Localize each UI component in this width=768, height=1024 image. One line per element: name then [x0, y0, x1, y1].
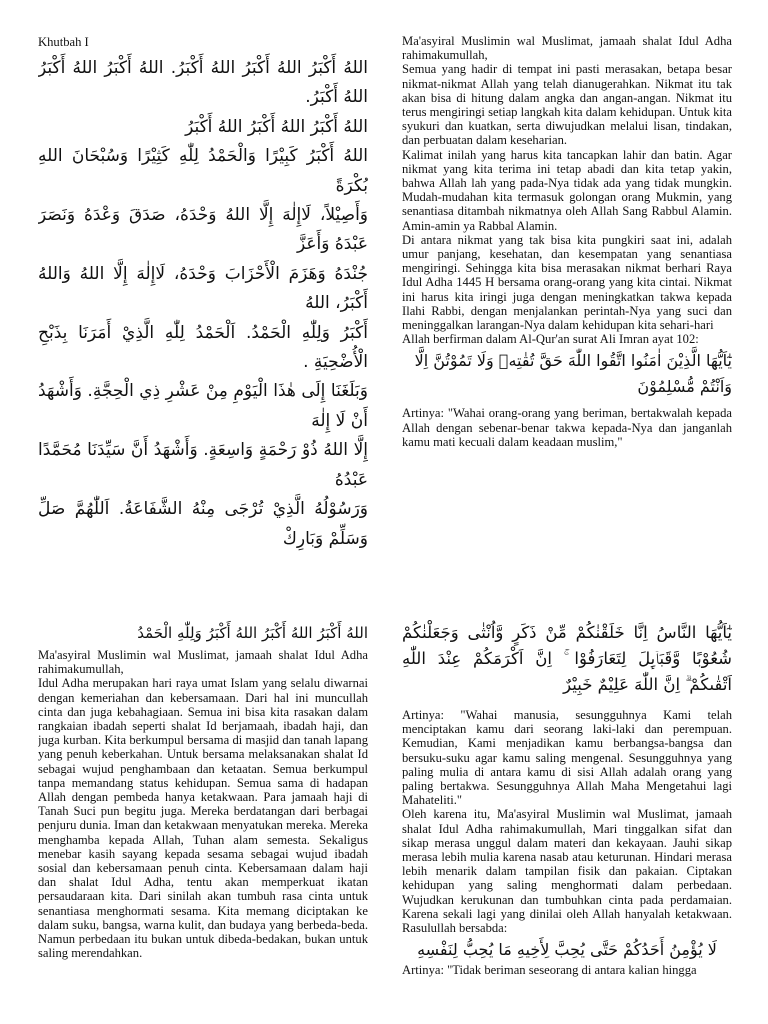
body-paragraph: Idul Adha merupakan hari raya umat Islam yang selalu diwarnai dengan kemeriahan dan kebersamaan. Dari hal ini muncullah cinta dan juga kebahagiaan. Semua ini bisa kita rasakan dalam rangkaian ibadah seperti shalat Id berjamaah, ibadah haji, dan juga kurban. Kita berkumpul bersama di masjid dan tanah lapang yang penuh keberkahan. Untuk bersama melaksanakan shalat Id sebagai wujud penghambaan dan ketaatan. Semua berkumpul tanpa memandang status kehidupan. Semua sama di hadapan Allah dengan pembeda hanya ketakwaan. Para jamaah haji di Tanah Suci pun begitu juga. Mereka berdatangan dari berbagai penjuru dunia. Iman dan ketakwaan menyatukan mereka. Mereka menghamba kepada Allah, Tuhan alam semesta. Sekaligus menebar kasih sayang kepada sesama sebagai wujud ibadah sosial dan kebersamaan penuh cinta. Kebersamaan dalam haji dan shalat Idul Adha, tentu akan memperkuat ikatan persaudaraan kita. Dari sinilah akan tumbuh rasa cinta untuk senantiasa menghormati sesama. Kita memang diciptakan ke dalam suku, bangsa, warna kulit, dan budaya yang berbeda-beda. Namun perbedaan itu bukan untuk dibeda-bedakan, bukan untuk saling merendahkan. — [38, 676, 368, 961]
body-paragraph: Oleh karena itu, Ma'asyiral Muslimin wal Muslimat, jamaah shalat Idul Adha rahimakumullah, Mari tinggalkan sifat dan sikap merasa unggul dalam materi dan kekayaan. Jauhi sikap merasa lebih mulia karena nasab atau keturunan. Hindari merasa lebih menarik dalam tampilan fisik dan pakaian. Ciptakan kehidupan yang saling menghormati dalam perbedaan. Wujudkan kerukunan dan tumbuhkan cinta pada perdamaian. Karena sekali lagi yang dinilai oleh Allah hanyalah ketakwaan. Rasulullah bersabda: — [402, 807, 732, 936]
verse-intro: Allah berfirman dalam Al-Qur'an surat Ali Imran ayat 102: — [402, 332, 699, 347]
column-top-left — [38, 34, 368, 554]
arabic-line: اللهُ أَكْبَرُ اللهُ أَكْبَرُ اللهُ أَكْبَرُ — [185, 116, 368, 137]
column-bottom-left — [38, 620, 368, 1024]
takbir-text: اللهُ أَكْبَرُ اللهُ أَكْبَرُ اللهُ أَكْبَرُ وَلِلّٰهِ الْحَمْدُ — [137, 624, 368, 642]
arabic-line: وَرَسُوْلُهُ الَّذِيْ تُرْجَى مِنْهُ الشَّفَاعَةُ. اَللّٰهُمَّ صَلِّ وَسَلِّمْ وَبَارِكْ — [38, 499, 368, 549]
khutbah-heading: Khutbah I — [38, 35, 89, 49]
arabic-line: اللهُ أَكْبَرُ اللهُ أَكْبَرُ اللهُ أَكْبَرُ. اللهُ أَكْبَرُ اللهُ أَكْبَرُ اللهُ أَكْبَرُ. — [38, 58, 368, 108]
body-paragraph: Kalimat inilah yang harus kita tancapkan lahir dan batin. Agar nikmat yang kita terima ini tetap abadi dan kita tetap yakin, bahwa Allah lah yang pada-Nya tidak ada yang tidak mungkin. Mudah-mudahan kita termasuk golongan orang Mukmin, yang senantiasa ditambah nikmatnya oleh Allah Sang Rabbul Alamin. Amin-amin ya Rabbal Alamin. — [402, 147, 732, 233]
quran-verse: يٰٓاَيُّهَا النَّاسُ اِنَّا خَلَقْنٰكُمْ مِّنْ ذَكَرٍ وَّاُنْثٰى وَجَعَلْنٰكُمْ شُعُوْبًا وَّقَبَاۤىِٕلَ لِتَعَارَفُوْا ۚ اِنَّ اَكْرَمَكُمْ عِنْدَ اللّٰهِ اَتْقٰىكُمْ ۗ اِنَّ اللّٰهَ عَلِيْمٌ خَبِيْرٌ — [402, 623, 732, 694]
arabic-line: اللهُ أَكْبَرُ كَبِيْرًا وَالْحَمْدُ لِلّٰهِ كَثِيْرًا وَسُبْحَانَ اللهِ بُكْرَةً — [38, 146, 368, 196]
verse-translation: Artinya: "Wahai manusia, sesungguhnya Kami telah menciptakan kamu dari seorang laki-laki dan perempuan. Kemudian, Kami menjadikan kamu berbangsa-bangsa dan bersuku-suku agar kamu saling mengenal. Sesungguhnya yang paling mulia di antara kamu di sisi Allah adalah orang yang paling bertakwa. Sesungguhnya Allah Maha Mengetahui lagi Mahateliti." — [402, 708, 732, 808]
arabic-line: إِلَّا اللهُ ذُوْ رَحْمَةٍ وَاسِعَةٍ. وَأَشْهَدُ أَنَّ سَيِّدَنَا مُحَمَّدًا عَبْدُهُ — [38, 440, 368, 490]
arabic-line: وَبَلَغَنَا إِلَى هٰذَا الْيَوْمِ مِنْ عَشْرِ ذِي الْحِجَّةِ. وَأَشْهَدُ أَنْ لَا إِلٰهَ — [38, 381, 368, 431]
greeting-text: Ma'asyiral Muslimin wal Muslimat, jamaah shalat Idul Adha rahimakumullah, — [38, 648, 368, 677]
hadith-translation: Artinya: "Tidak beriman seseorang di antara kalian hingga — [402, 963, 697, 978]
verse-translation: Artinya: "Wahai orang-orang yang beriman, bertakwalah kepada Allah dengan sebenar-benar takwa kepada-Nya dan janganlah kamu mati kecuali dalam keadaan muslim," — [402, 406, 732, 449]
quran-verse: يٰٓاَيُّهَا الَّذِيْنَ اٰمَنُوا اتَّقُوا اللّٰهَ حَقَّ تُقٰتِهٖ وَلَا تَمُوْتُنَّ اِلَّا وَاَنْتُمْ مُّسْلِمُوْنَ — [414, 351, 732, 397]
column-top-right — [402, 34, 732, 554]
arabic-line: أَكْبَرُ وَلِلّٰهِ الْحَمْدُ. اَلْحَمْدُ لِلّٰهِ الَّذِيْ أَمَرَنَا بِذَبْحِ الْأُضْحِيَةِ . — [38, 322, 368, 373]
body-paragraph: Di antara nikmat yang tak bisa kita pungkiri saat ini, adalah umur panjang, kesehatan, dan kesempatan yang senantiasa mengiringi. Sehingga kita bisa merasakan nikmat berhari Raya Idul Adha 1445 H bersama orang-orang yang kita cintai. Nikmat ini harus kita iringi juga dengan meningkatkan takwa kepada Ilahi Rabbi, dengan menjalankan perintah-Nya yang suci dan meninggalkan larangan-Nya dalam kehidupan kita sehari-hari — [402, 232, 732, 333]
opening-arabic-text — [38, 54, 368, 554]
arabic-line: جُنْدَهُ وَهَزَمَ الْأَحْزَابَ وَحْدَهُ، لَاإِلٰهَ إِلَّا اللهُ وَاللهُ أَكْبَرُ، اللهُ — [38, 263, 368, 314]
arabic-line: وَأَصِيْلاً، لَاإِلٰهَ إِلَّا اللهُ وَحْدَهُ، صَدَقَ وَعْدَهُ وَنَصَرَ عَبْدَهُ وَأَعَزَّ — [38, 205, 368, 255]
hadith-text: لَا يُؤْمِنُ أَحَدُكُمْ حَتَّى يُحِبَّ لِأَخِيهِ مَا يُحِبُّ لِنَفْسِهِ — [417, 940, 717, 960]
greeting-text: Ma'asyiral Muslimin wal Muslimat, jamaah shalat Idul Adha rahimakumullah, — [402, 34, 732, 63]
column-bottom-right — [402, 620, 732, 1024]
body-paragraph: Semua yang hadir di tempat ini pasti merasakan, betapa besar nikmat-nikmat Allah yang telah dianugerahkan. Nikmat itu tak akan bisa di hitung dalam angka dan angan-angan. Nikmat itu terus mengiringi setiap langkah kita dalam kehidupan. Untuk kita syukuri dan kuatkan, serta diwujudkan melalui lisan, tindakan, dan perbuatan dalam keseharian. — [402, 62, 732, 148]
